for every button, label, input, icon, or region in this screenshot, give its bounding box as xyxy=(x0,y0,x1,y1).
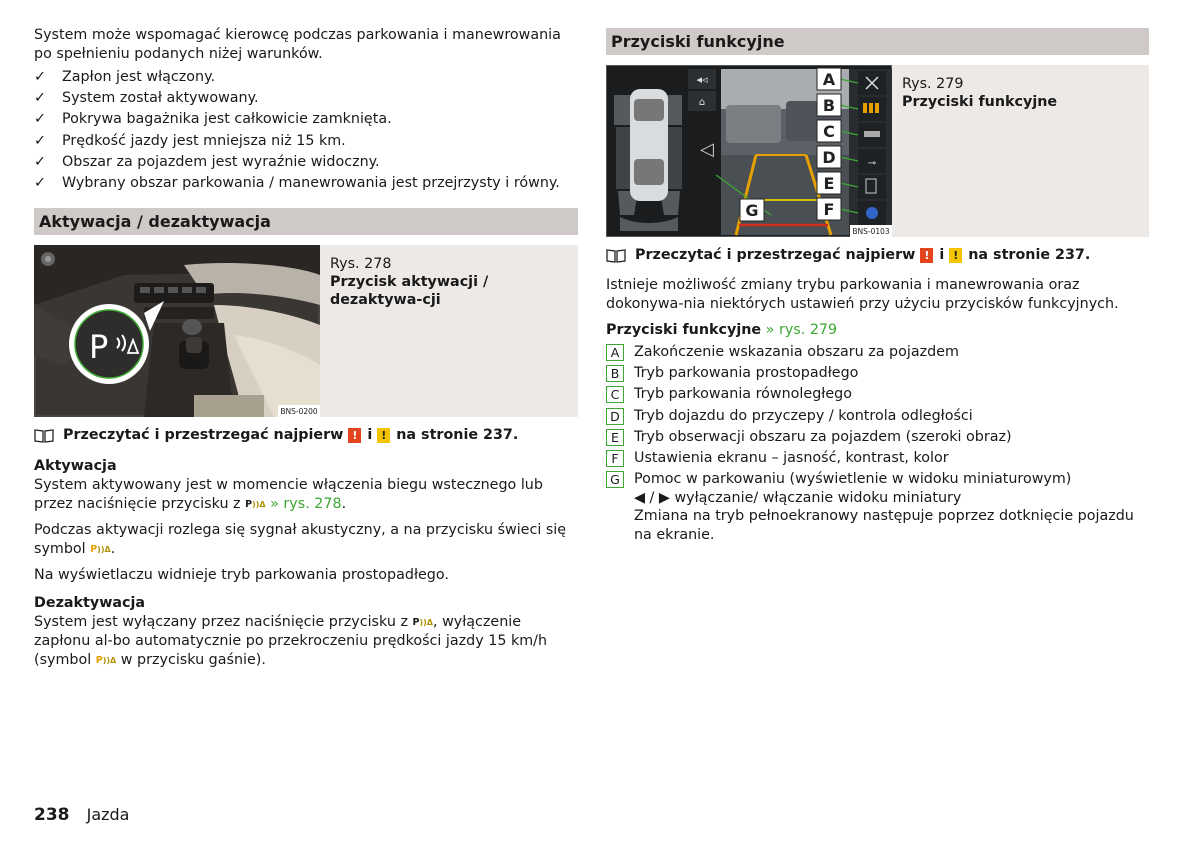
check-icon: ✓ xyxy=(34,153,46,170)
chapter-name: Jazda xyxy=(86,805,130,824)
warning-reference: Przeczytać i przestrzegać najpierw ! i ! na stronie 237. xyxy=(34,425,578,445)
list-item: ✓ Wybrany obszar parkowania / manewrowania jest przejrzysty i równy. xyxy=(34,173,578,194)
key-label: E xyxy=(606,429,624,446)
activation-text: System aktywowany jest w momencie włączenia biegu wstecznego lub przez naciśnięcie przycisku z P))Δ » rys. 278. xyxy=(34,477,543,513)
figure-code: BNS-0200 xyxy=(280,407,318,417)
list-item: G Pomoc w parkowaniu (wyświetlenie w widoku miniaturowym) ◀ / ▶ wyłączanie/ włączanie widoku miniatury Zmiana na tryb pełnoekranowy następuje poprzez dotknięcie pojazdu na ekranie. xyxy=(606,470,1149,544)
callout-f: F xyxy=(823,200,835,219)
left-column xyxy=(34,26,578,670)
page-footer xyxy=(34,805,129,825)
deactivation-text: System jest wyłączany przez naciśnięcie przycisku z P))Δ, wyłączenie zapłonu al-bo automatycznie po przekroczeniu prędkości jazdy 15 km/h (symbol P))Δ w przycisku gaśnie). xyxy=(34,614,548,669)
book-icon xyxy=(606,248,626,263)
warning-icon: ! xyxy=(920,248,933,263)
section-heading: Aktywacja / dezaktywacja xyxy=(34,208,578,235)
figure-number: Rys. 278 xyxy=(330,256,392,273)
figure-278 xyxy=(34,245,578,417)
callout-d: D xyxy=(822,148,836,167)
parking-button-label: P xyxy=(89,328,109,367)
caution-icon: ! xyxy=(949,248,962,263)
intro-text: System może wspomagać kierowcę podczas parkowania i manewrowania po spełnieniu podanych niżej warunków. xyxy=(34,27,561,62)
figure-title: Przyciski funkcyjne xyxy=(902,94,1058,110)
dashboard-photo xyxy=(34,245,320,417)
fullscreen-text: Zmiana na tryb pełnoekranowy następuje poprzez dotknięcie pojazdu na ekranie. xyxy=(634,508,1134,543)
key-label: D xyxy=(606,408,624,425)
check-icon: ✓ xyxy=(34,132,46,149)
check-icon: ✓ xyxy=(34,111,46,128)
right-column xyxy=(606,28,1149,547)
function-buttons-intro: Istnieje możliwość zmiany trybu parkowania i manewrowania oraz dokonywa-nia niektórych ustawień przy użyciu przycisków funkcyjnych. xyxy=(606,277,1119,312)
parking-symbol-icon: P))Δ xyxy=(412,617,433,629)
key-label: G xyxy=(606,471,624,488)
parking-symbol-lit-icon: P))Δ xyxy=(90,544,111,556)
callout-a: A xyxy=(822,70,836,89)
key-label: A xyxy=(606,344,624,361)
check-icon: ✓ xyxy=(34,90,46,107)
function-buttons-heading: Przyciski funkcyjne » rys. 279 xyxy=(606,322,838,338)
list-item: A Zakończenie wskazania obszaru za pojazdem xyxy=(606,343,1149,362)
activation-text-2: Podczas aktywacji rozlega się sygnał akustyczny, a na przycisku świeci się symbol P))Δ. xyxy=(34,522,567,558)
deactivation-heading: Dezaktywacja xyxy=(34,595,146,612)
list-item: ✓ Obszar za pojazdem jest wyraźnie widoczny. xyxy=(34,152,578,173)
callout-e: E xyxy=(823,174,835,193)
warning-reference: Przeczytać i przestrzegać najpierw ! i ! na stronie 237. xyxy=(606,245,1149,265)
arrow-left-icon: ◁ xyxy=(700,139,714,160)
parking-symbol-icon: P))Δ xyxy=(245,499,266,511)
page-number: 238 xyxy=(34,805,70,825)
list-item: F Ustawienia ekranu – jasność, kontrast, kolor xyxy=(606,449,1149,468)
activation-text-3: Na wyświetlaczu widnieje tryb parkowania prostopadłego. xyxy=(34,567,449,584)
figure-link[interactable]: » rys. 278 xyxy=(270,496,342,513)
callout-b: B xyxy=(822,96,836,115)
list-item: ✓ Zapłon jest włączony. xyxy=(34,67,578,88)
figure-code: BNS-0103 xyxy=(852,227,890,236)
list-item: B Tryb parkowania prostopadłego xyxy=(606,364,1149,383)
svg-text:⊸: ⊸ xyxy=(867,158,877,169)
caution-icon: ! xyxy=(377,428,390,443)
book-icon xyxy=(34,428,54,443)
warning-icon: ! xyxy=(348,428,361,443)
check-icon: ✓ xyxy=(34,175,46,192)
list-item: D Tryb dojazdu do przyczepy / kontrola odległości xyxy=(606,407,1149,426)
activation-heading: Aktywacja xyxy=(34,458,117,475)
list-item: C Tryb parkowania równoległego xyxy=(606,385,1149,404)
callout-g: G xyxy=(745,201,759,220)
parking-display-image xyxy=(606,65,892,237)
conditions-list xyxy=(34,67,578,194)
figure-279 xyxy=(606,65,1149,237)
list-item: ✓ Pokrywa bagażnika jest całkowicie zamknięta. xyxy=(34,109,578,130)
function-button-list xyxy=(606,343,1149,544)
key-label: F xyxy=(606,450,624,467)
figure-caption xyxy=(892,65,1067,237)
svg-text:⌂: ⌂ xyxy=(698,97,706,108)
figure-caption xyxy=(320,245,578,417)
parking-symbol-lit-icon: P))Δ xyxy=(95,655,117,667)
check-icon: ✓ xyxy=(34,69,46,85)
figure-title: Przycisk aktywacji / dezaktywa-cji xyxy=(330,274,489,309)
figure-link[interactable]: » rys. 279 xyxy=(765,322,838,338)
list-item: E Tryb obserwacji obszaru za pojazdem (szeroki obraz) xyxy=(606,428,1149,447)
svg-text:◂◃: ◂◃ xyxy=(696,73,708,86)
section-heading: Przyciski funkcyjne xyxy=(606,28,1149,55)
callout-c: C xyxy=(823,122,835,141)
list-item: ✓ System został aktywowany. xyxy=(34,88,578,109)
thumbnail-toggle-text: ◀ / ▶ wyłączanie/ włączanie widoku miniatury xyxy=(634,489,962,506)
key-label: C xyxy=(606,386,624,403)
key-label: B xyxy=(606,365,624,382)
figure-number: Rys. 279 xyxy=(902,76,964,92)
list-item: ✓ Prędkość jazdy jest mniejsza niż 15 km. xyxy=(34,131,578,152)
